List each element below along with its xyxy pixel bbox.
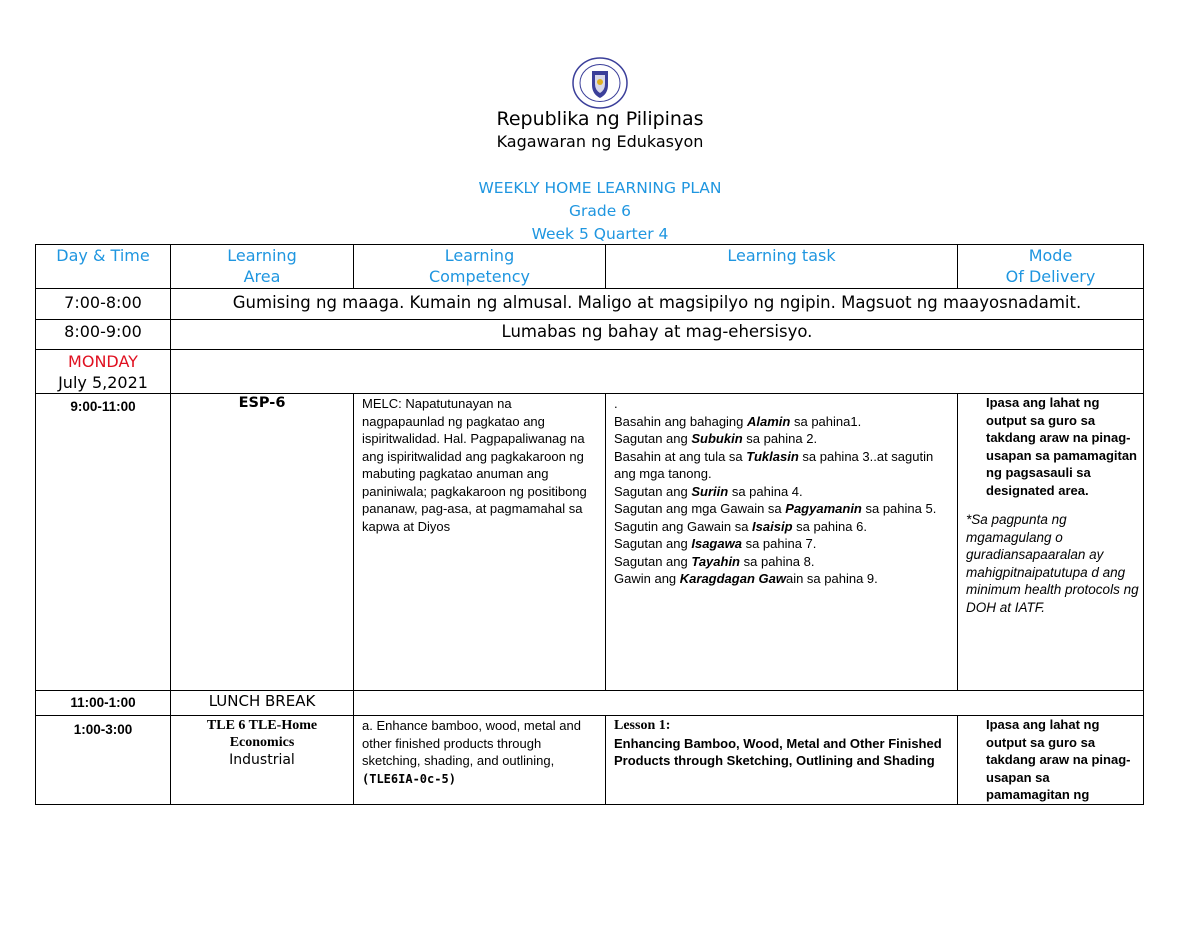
subject-tle bbox=[171, 716, 354, 805]
table-row bbox=[36, 691, 1144, 716]
delivery-text: Ipasa ang lahat ng output sa guro sa takdang araw na pinag-usapan sa pamamagitan ng pagsasauli sa designated area. bbox=[986, 395, 1137, 498]
col-mode-of-delivery: Mode Of Delivery bbox=[958, 245, 1144, 289]
grade-label: Grade 6 bbox=[568, 202, 632, 220]
week-quarter-label: Week 5 Quarter 4 bbox=[531, 225, 669, 243]
col-learning-task: Learning task bbox=[606, 245, 958, 289]
health-protocol-note: *Sa pagpunta ng mgamagulang o guradiansapaaralan ay mahigpitnaipatutupa d ang minimum health protocols ng DOH at IATF. bbox=[966, 512, 1139, 615]
routine-text: Gumising ng maaga. Kumain ng almusal. Maligo at magsipilyo ng ngipin. Magsuot ng maayosnadamit. bbox=[171, 289, 1144, 320]
table-header-row bbox=[36, 245, 1144, 289]
delivery-text: Ipasa ang lahat ng output sa guro sa takdang araw na pinag-usapan sa pamamagitan ng bbox=[958, 716, 1144, 805]
list-item: Sagutan ang mga Gawain sa Pagyamanin sa pahina 5. bbox=[614, 501, 937, 516]
table-row bbox=[36, 320, 1144, 350]
republic-title: Republika ng Pilipinas bbox=[496, 108, 704, 130]
lesson-title: Enhancing Bamboo, Wood, Metal and Other Finished Products through Sketching, Outlining and Shading bbox=[614, 735, 942, 768]
learning-task-list: . Basahin ang bahaging Alamin sa pahina1. Sagutan ang Subukin sa pahina 2. Basahin at ang tula sa Tuklasin sa pahina 3..at sagutin ang mga tanong. Sagutan ang Suriin sa pahina 4. Sagutan ang mga Gawain sa Pagyamanin sa pahina 5. Sagutin ang Gawain sa Isaisip sa pahina 6. Sagutan ang Isagawa sa pahina 7. Sagutan ang Tayahin sa pahina 8. Gawin ang Karagdagan Gawain sa pahina 9. bbox=[606, 394, 958, 691]
lunch-break-label: LUNCH BREAK bbox=[171, 691, 354, 716]
routine-text: Lumabas ng bahay at mag-ehersisyo. bbox=[171, 320, 1144, 350]
col-learning-area: Learning Area bbox=[171, 245, 354, 289]
subject-tle-name: TLE 6 TLE-Home Economics bbox=[206, 718, 318, 750]
day-label: MONDAY bbox=[68, 352, 138, 371]
time-cell: 8:00-9:00 bbox=[36, 320, 171, 350]
learning-plan-table bbox=[35, 244, 1144, 805]
competency-code: (TLE6IA-0c-5) bbox=[362, 771, 456, 786]
list-item: Sagutan ang Subukin sa pahina 2. bbox=[614, 431, 818, 446]
plan-title: WEEKLY HOME LEARNING PLAN bbox=[478, 179, 722, 197]
competency-text: MELC: Napatutunayan na nagpapaunlad ng pagkatao ang ispiritwalidad. Hal. Pagpapaliwanag na ang ispiritwalidad ang pagkakaroon ng mabuting pagkatao anuman ang paniniwala; pagkakaroon ng positibong pananaw, pag-asa, at pagmamahal sa kapwa at Diyos bbox=[354, 394, 606, 691]
table-row bbox=[36, 350, 1144, 394]
time-cell: 7:00-8:00 bbox=[36, 289, 171, 320]
competency-text: a. Enhance bamboo, wood, metal and other finished products through sketching, shading, and outlining, (TLE6IA-0c-5) bbox=[354, 716, 606, 805]
list-item: Sagutan ang Tayahin sa pahina 8. bbox=[614, 553, 815, 569]
col-day-time: Day & Time bbox=[36, 245, 171, 289]
subject-tle-industrial: Industrial bbox=[229, 752, 295, 768]
col-learning-competency: Learning Competency bbox=[354, 245, 606, 289]
time-cell: 9:00-11:00 bbox=[36, 394, 171, 691]
time-cell: 1:00-3:00 bbox=[36, 716, 171, 805]
subject-esp: ESP-6 bbox=[171, 394, 354, 691]
list-item: Basahin at ang tula sa Tuklasin sa pahina 3..at sagutin ang mga tanong. bbox=[614, 448, 934, 481]
table-row bbox=[36, 394, 1144, 691]
list-item: Sagutan ang Isagawa sa pahina 7. bbox=[614, 536, 817, 551]
learning-task-list bbox=[606, 716, 958, 805]
list-item: Basahin ang bahaging Alamin sa pahina1. bbox=[614, 413, 862, 429]
department-title: Kagawaran ng Edukasyon bbox=[496, 132, 704, 151]
empty-cell bbox=[354, 691, 1144, 716]
empty-cell bbox=[171, 350, 1144, 394]
mode-of-delivery-cell bbox=[958, 394, 1144, 691]
day-cell bbox=[36, 350, 171, 394]
time-cell: 11:00-1:00 bbox=[36, 691, 171, 716]
deped-seal-icon bbox=[571, 57, 629, 109]
list-item: Sagutin ang Gawain sa Isaisip sa pahina 6. bbox=[614, 518, 867, 534]
table-row bbox=[36, 716, 1144, 805]
lesson-number: Lesson 1: bbox=[614, 718, 671, 733]
table-row bbox=[36, 289, 1144, 320]
list-item: Gawin ang Karagdagan Gawain sa pahina 9. bbox=[614, 571, 878, 586]
list-item: Sagutan ang Suriin sa pahina 4. bbox=[614, 483, 803, 499]
date-label: July 5,2021 bbox=[58, 373, 148, 392]
